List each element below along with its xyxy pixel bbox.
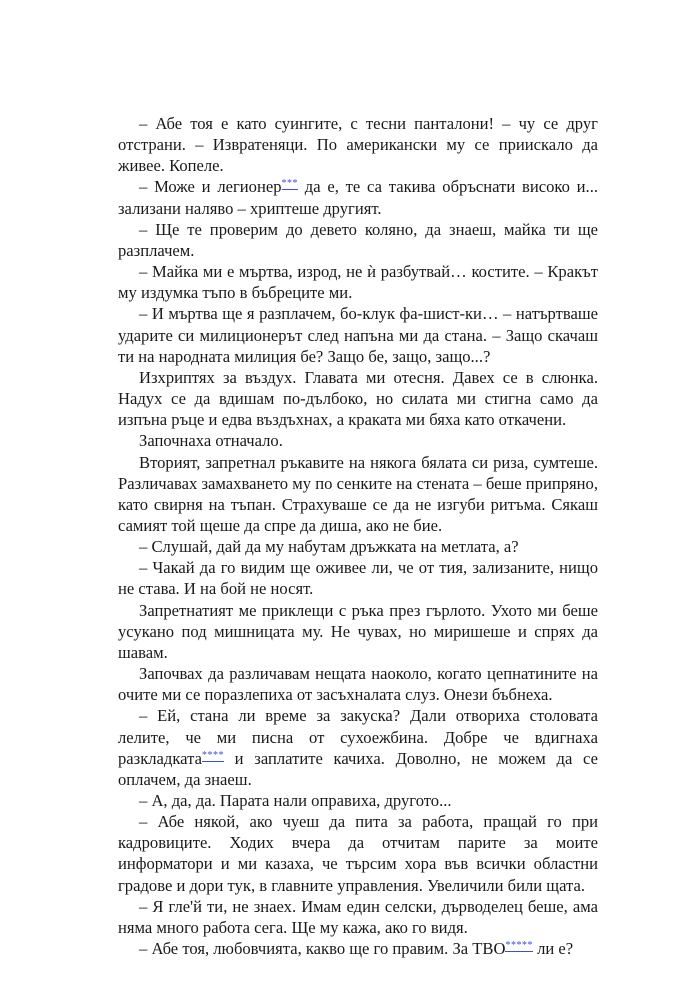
paragraph-text: – Абе тоя е като суингите, с тесни панталони! – чу се друг отстрани. – Извратеняци. По американски му се приискало да живее. Копеле. — [118, 114, 598, 176]
paragraph-6 — [118, 367, 598, 430]
paragraph-text: – А, да, да. Парата нали оправиха, другото... — [139, 791, 452, 810]
paragraph-2 — [118, 176, 598, 218]
paragraph-text-continued: ли е? — [532, 939, 574, 959]
paragraph-text: – Майка ми е мъртва, изрод, не ѝ разбутвай… костите. – Кракът му издумка тъпо в бъбреците ми. — [118, 262, 598, 303]
paragraph-text: – Ей, стана ли време за закуска? Дали отвориха столовата лелите, че ми писна от сухоежбина. Добре че вдигнаха разкладката — [118, 706, 598, 768]
paragraph-14 — [118, 790, 598, 811]
paragraph-1 — [118, 113, 598, 176]
paragraph-13 — [118, 705, 598, 790]
paragraph-text-continued: и заплатите качиха. Доволно, не можем да се оплачем, да знаеш. — [118, 748, 598, 789]
paragraph-text: – Абе някой, ако чуеш да пита за работа, пращай го при кадровиците. Ходих вчера да отчитам парите за моите информатори и ми казаха, че търсим хора във всички областни градове и дори тук, в главните управления. Увеличили били щата. — [118, 812, 598, 895]
paragraph-17 — [118, 938, 598, 959]
paragraph-text-continued: да е, те са такива обръснати високо и... зализани наляво – хриптеше другият. — [118, 177, 598, 218]
footnote-link[interactable]: ***** — [505, 940, 533, 952]
paragraph-text: – Ще те проверим до девето коляно, да знаеш, майка ти ще разплачем. — [118, 219, 598, 260]
paragraph-text: – Абе тоя, любовчията, какво ще го правим. За ТВО — [139, 939, 506, 959]
paragraph-text: Започвах да различавам нещата наоколо, когато цепнатините на очите ми се поразлепиха от засъхналата слуз. Онези бъбнеха. — [118, 664, 598, 705]
paragraph-11 — [118, 600, 598, 663]
paragraph-text: – И мъртва ще я разплачем, бо-клук фа-шист-ки… – натъртваше ударите си милиционерът след напъна ми да стана. – Защо скачаш ти на народната милиция бе? Защо бе, защо, защо...? — [118, 304, 598, 366]
paragraph-10 — [118, 557, 598, 599]
footnote-link[interactable]: *** — [281, 178, 299, 190]
paragraph-5 — [118, 303, 598, 366]
document-body — [118, 113, 598, 959]
paragraph-7 — [118, 430, 598, 451]
paragraph-text: Изхриптях за въздух. Главата ми отесня. Давех се в слюнка. Надух се да вдишам по-дълбоко, но силата ми стигна само да изпъна ръце и едва въздъхнах, а краката ми бяха като откачени. — [118, 367, 598, 430]
paragraph-8 — [118, 452, 598, 537]
footnote-link[interactable]: **** — [201, 749, 224, 761]
paragraph-text: Започнаха отначало. — [139, 431, 283, 451]
paragraph-text: – Я гле'й ти, не знаех. Имам един селски, дърводелец беше, ама няма много работа сега. Ще му кажа, ако го видя. — [118, 896, 598, 937]
paragraph-text: Вторият, запретнал ръкавите на някога бялата си риза, сумтеше. Различавах замахването му по сенките на стената – беше припряно, като свирня на тъпан. Страхуваше се да не изгуби ритъма. Сякаш самият той щеше да спре да диша, ако не бие. — [118, 452, 598, 535]
paragraph-text: – Слушай, дай да му набутам дръжката на метлата, а? — [139, 537, 519, 557]
paragraph-3 — [118, 219, 598, 261]
paragraph-12 — [118, 663, 598, 705]
paragraph-16 — [118, 896, 598, 938]
paragraph-text: – Може и легионер — [139, 177, 282, 197]
paragraph-15 — [118, 811, 598, 896]
paragraph-4 — [118, 261, 598, 303]
paragraph-9 — [118, 536, 598, 557]
paragraph-text: – Чакай да го видим ще оживее ли, че от тия, зализаните, нищо не става. И на бой не носят. — [118, 558, 598, 599]
paragraph-text: Запретнатият ме приклещи с ръка през гърлото. Ухото ми беше усукано под мишницата му. Не чувах, но миришеше и спрях да шавам. — [118, 600, 598, 662]
